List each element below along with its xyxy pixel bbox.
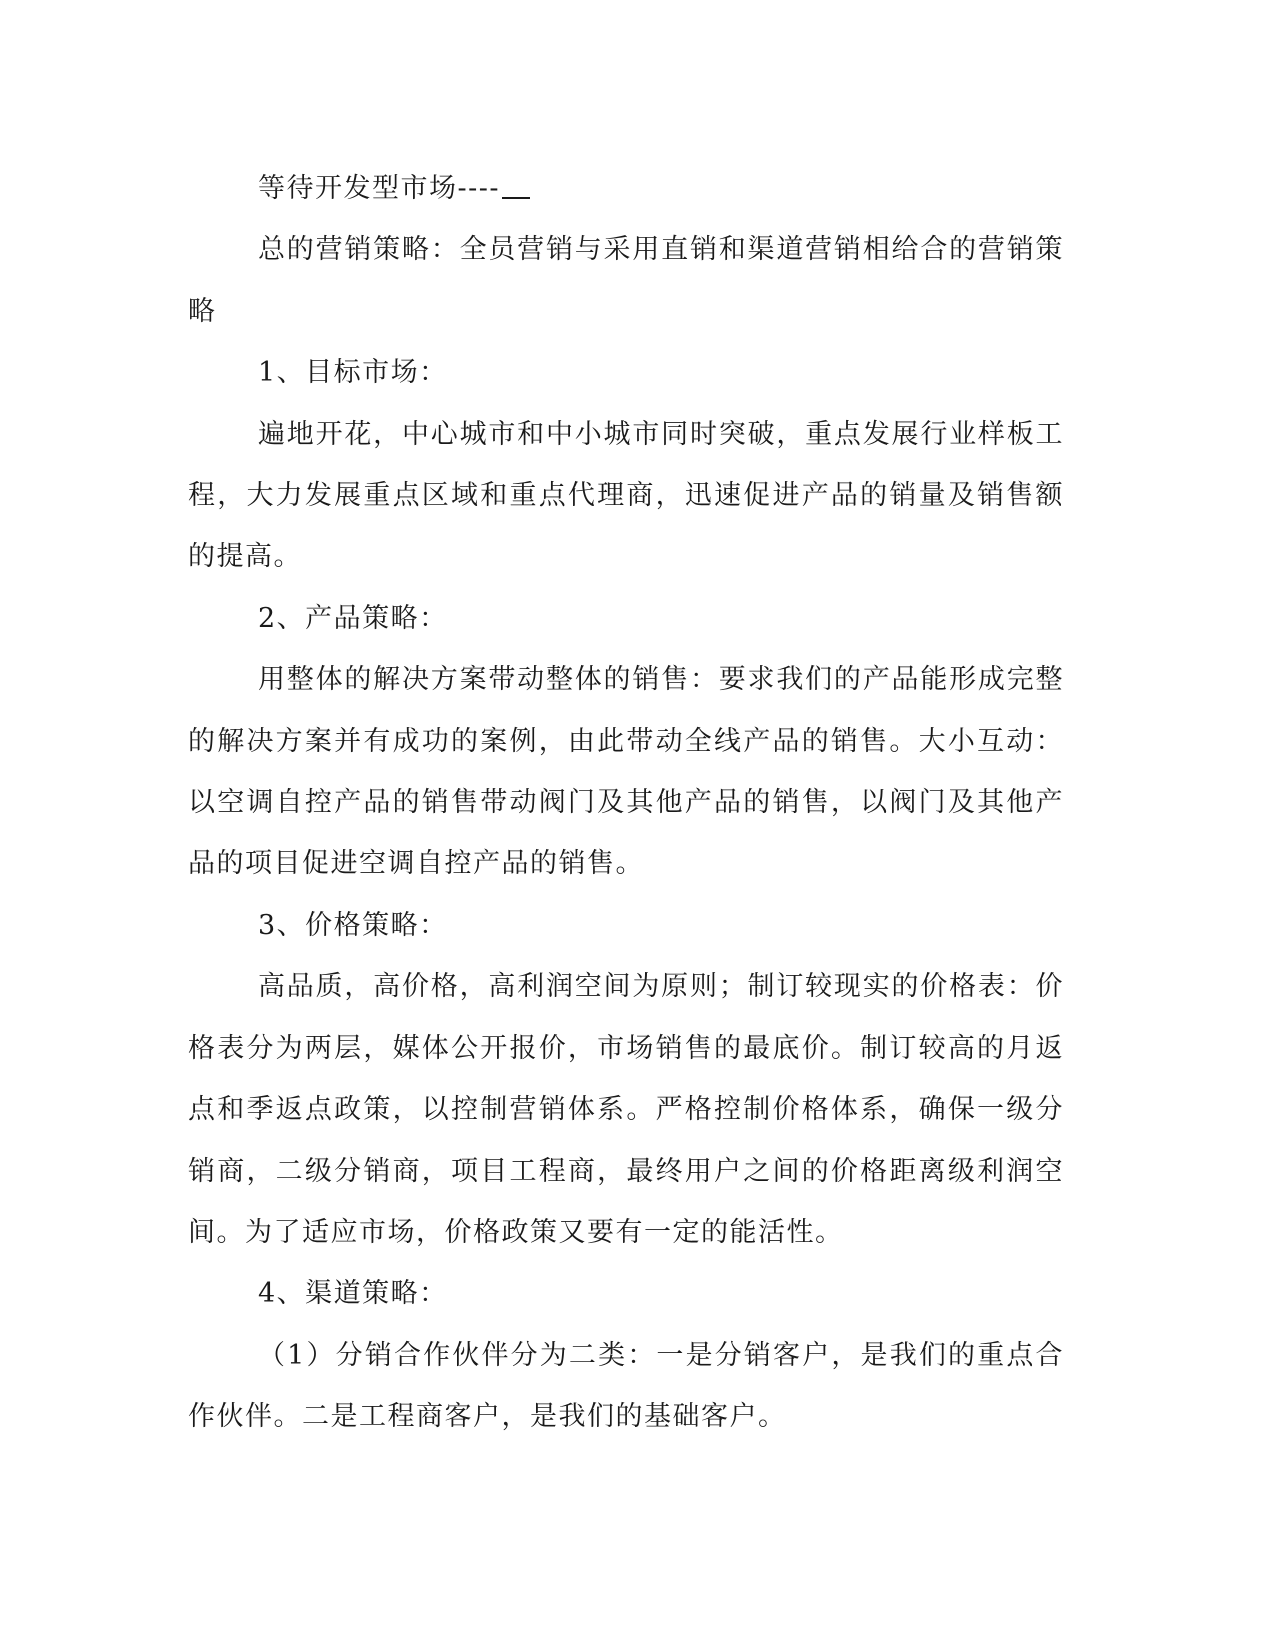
- heading-line: [188, 158, 1064, 219]
- section-heading-price-strategy: 3、价格策略：: [258, 909, 448, 941]
- paragraph-channel-partners: （1）分销合作伙伴分为二类：一是分销客户，是我们的重点合作伙伴。二是工程商客户，是我们的基础客户。: [188, 1339, 1064, 1433]
- section-heading-product-strategy: 2、产品策略：: [258, 602, 448, 634]
- blank-underline: [502, 173, 530, 199]
- document-body: [188, 158, 1064, 1448]
- paragraph-overall-strategy: 总的营销策略：全员营销与采用直销和渠道营销相给合的营销策略: [188, 234, 1064, 327]
- paragraph-target-market: 遍地开花，中心城市和中小城市同时突破，重点发展行业样板工程，大力发展重点区域和重点代理商，迅速促进产品的销量及销售额的提高。: [188, 418, 1064, 573]
- paragraph-price-strategy: 高品质，高价格，高利润空间为原则；制订较现实的价格表：价格表分为两层，媒体公开报价，市场销售的最底价。制订较高的月返点和季返点政策，以控制营销体系。严格控制价格体系，确保一级分销商，二级分销商，项目工程商，最终用户之间的价格距离级利润空间。为了适应市场，价格政策又要有一定的能活性。: [188, 971, 1064, 1248]
- paragraph-product-strategy: 用整体的解决方案带动整体的销售：要求我们的产品能形成完整的解决方案并有成功的案例，由此带动全线产品的销售。大小互动：以空调自控产品的销售带动阀门及其他产品的销售，以阀门及其他产品的项目促进空调自控产品的销售。: [188, 664, 1064, 880]
- heading-line-text: 等待开发型市场----: [258, 173, 500, 204]
- section-heading-channel-strategy: 4、渠道策略：: [258, 1278, 448, 1310]
- section-heading-target-market: 1、目标市场：: [258, 357, 448, 389]
